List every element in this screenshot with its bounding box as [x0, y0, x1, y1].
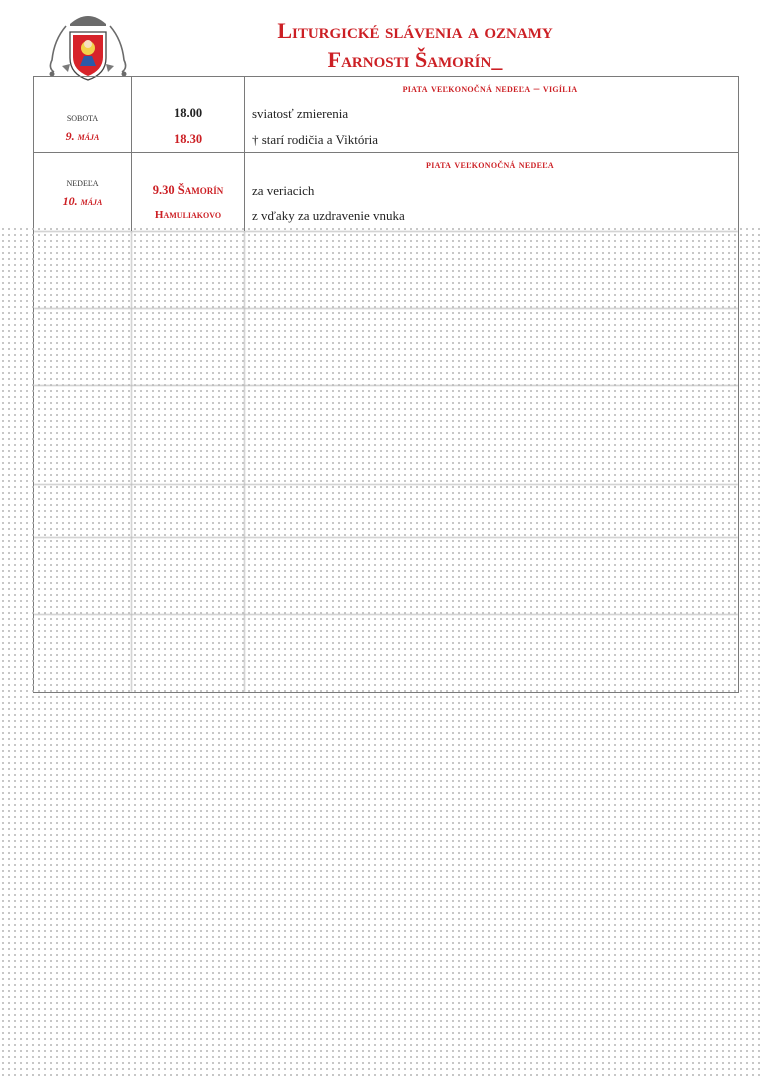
- title-line-1: Liturgické slávenia a oznamy: [277, 18, 553, 43]
- parish-crest-logo: [44, 10, 132, 82]
- day-row-obscured: [34, 484, 738, 537]
- entry-place: Hamuliakovo: [154, 209, 222, 221]
- day-heading: piata veľkonočná nedeľa: [426, 159, 554, 171]
- day-row-obscured: [34, 385, 738, 484]
- entry-description: † starí rodičia a Viktória: [252, 132, 379, 147]
- day-row-obscured: [34, 231, 738, 308]
- day-name: sobota: [66, 110, 99, 124]
- day-date: 9. mája: [65, 129, 100, 143]
- day-heading: piata veľkonočná nedeľa – vigília: [402, 83, 578, 95]
- day-row-obscured: [34, 537, 738, 614]
- entry-time: 18.30: [173, 132, 203, 146]
- title-line-2: Farnosti Šamorín_: [327, 47, 503, 72]
- schedule-table: [33, 76, 739, 693]
- day-row-obscured: [34, 308, 738, 385]
- obscured-schedule: [34, 231, 738, 692]
- entry-time: 18.00: [173, 106, 203, 120]
- day-row-saturday: [34, 76, 738, 152]
- entry-description: z vďaky za uzdravenie vnuka: [252, 208, 405, 223]
- page-title: [150, 16, 680, 74]
- entry-time-place: 9.30 Šamorín: [152, 183, 224, 197]
- day-name: nedeľa: [66, 175, 99, 189]
- day-row-sunday: [34, 152, 738, 231]
- day-row-obscured: [34, 614, 738, 692]
- day-date: 10. mája: [62, 194, 103, 208]
- entry-description: sviatosť zmierenia: [252, 106, 349, 121]
- entry-description: za veriacich: [252, 183, 315, 198]
